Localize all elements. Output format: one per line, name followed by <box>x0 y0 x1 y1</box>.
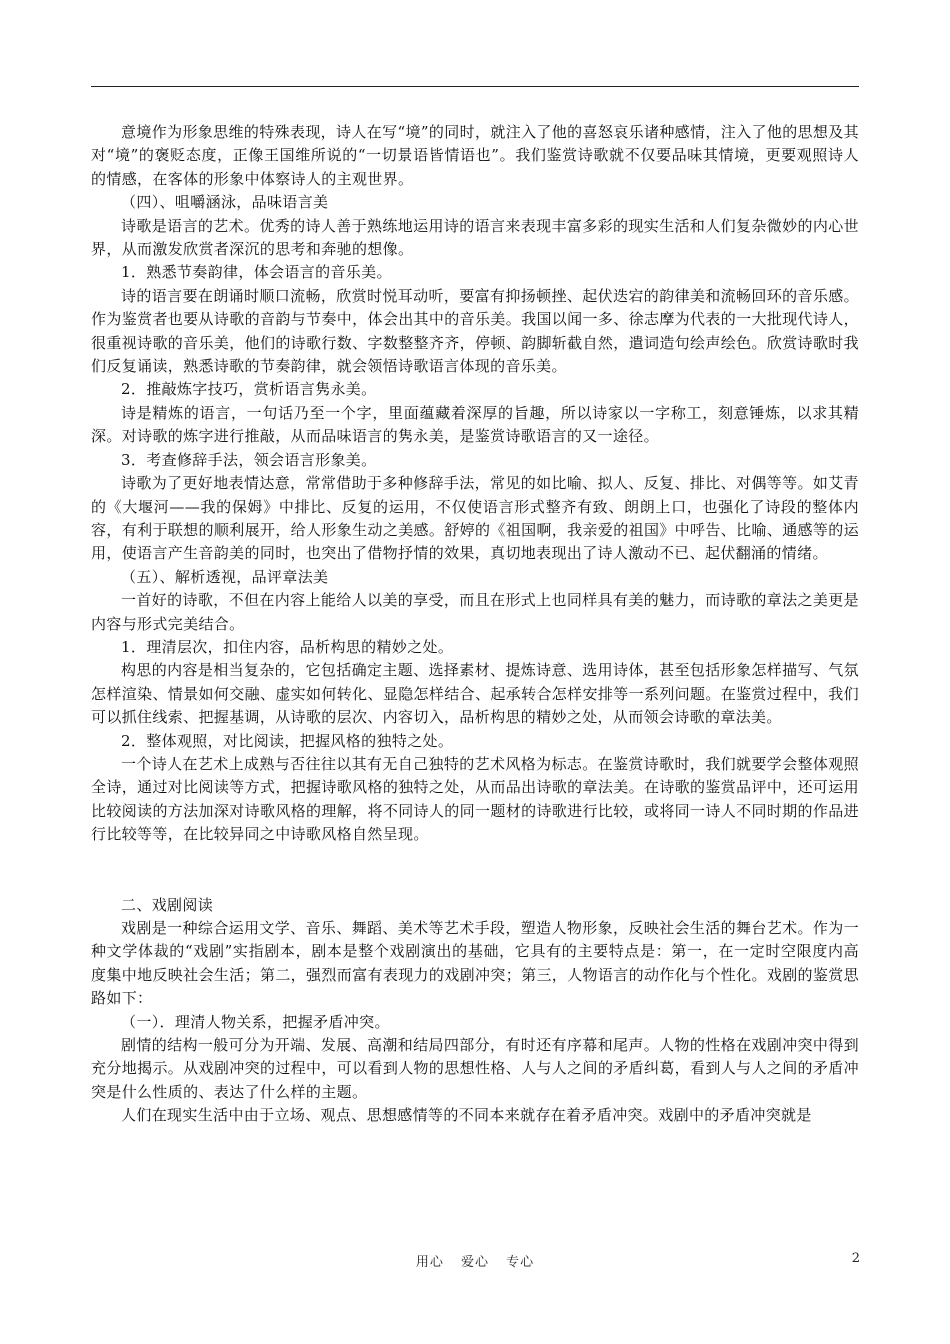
subsection-heading: 1．熟悉节奏韵律，体会语言的音乐美。 <box>121 263 392 282</box>
section-heading: （一）．理清人物关系，把握矛盾冲突。 <box>121 1012 390 1031</box>
blank-line <box>91 847 859 894</box>
footer-word: 爱心 <box>460 1255 489 1270</box>
section-heading: （四）、咀嚼涵泳，品味语言美 <box>121 193 329 212</box>
subsection-heading: 3．考查修辞手法，领会语言形象美。 <box>121 450 377 469</box>
header-rule <box>91 86 859 87</box>
document-body <box>91 121 859 1128</box>
paragraph: 人们在现实生活中由于立场、观点、思想感情等的不同本来就存在着矛盾冲突。戏剧中的矛盾冲突就是 <box>121 1106 812 1125</box>
paragraph: 诗是精炼的语言，一句话乃至一个字，里面蕴藏着深厚的旨趣，所以诗家以一字称工，刻意锤炼，以求其精深。对诗歌的炼字进行推敲，从而品味语言的隽永美，是鉴赏诗歌语言的又一途径。 <box>91 403 859 446</box>
page-number: 2 <box>851 1251 860 1266</box>
footer-word: 专心 <box>506 1255 535 1270</box>
paragraph: 构思的内容是相当复杂的，它包括确定主题、选择素材、提炼诗意、选用诗体，甚至包括形象怎样描写、气氛怎样渲染、情景如何交融、虚实如何转化、显隐怎样结合、起承转合怎样安排等一系列问题。在鉴赏过程中，我们可以抓住线索、把握基调，从诗歌的层次、内容切入，品析构思的精妙之处，从而领会诗歌的章法美。 <box>91 661 859 727</box>
section-heading: （五）、解析透视，品评章法美 <box>121 567 329 586</box>
paragraph: 剧情的结构一般可分为开端、发展、高潮和结局四部分，有时还有序幕和尾声。人物的性格在戏剧冲突中得到充分地揭示。从戏剧冲突的过程中，可以看到人物的思想性格、人与人之间的矛盾纠葛，看到人与人之间的矛盾冲突是什么性质的、表达了什么样的主题。 <box>91 1036 859 1101</box>
paragraph: 一个诗人在艺术上成熟与否往往以其有无自己独特的艺术风格为标志。在鉴赏诗歌时，我们就要学会整体观照全诗，通过对比阅读等方式，把握诗歌风格的独特之处，从而品出诗歌的章法美。在诗歌的鉴赏品评中，还可运用比较阅读的方法加深对诗歌风格的理解，将不同诗人的同一题材的诗歌进行比较，或将同一诗人不同时期的作品进行比较等等，在比较异同之中诗歌风格自然呈现。 <box>91 754 859 844</box>
paragraph: 意境作为形象思维的特殊表现，诗人在写“境”的同时，就注入了他的喜怒哀乐诸种感情，注入了他的思想及其对“境”的褒贬态度，正像王国维所说的“一切景语皆情语也”。我们鉴赏诗歌就不仅要品味其情境，更要观照诗人的情感，在客体的形象中体察诗人的主观世界。 <box>91 123 859 188</box>
subsection-heading: 2．推敲炼字技巧，赏析语言隽永美。 <box>121 380 377 399</box>
footer-word: 用心 <box>415 1255 444 1270</box>
paragraph: 一首好的诗歌，不但在内容上能给人以美的享受，而且在形式上也同样具有美的魅力，而诗歌的章法之美更是内容与形式完美结合。 <box>91 591 859 633</box>
paragraph: 诗的语言要在朗诵时顺口流畅，欣赏时悦耳动听，要富有抑扬顿挫、起伏迭宕的韵律美和流畅回环的音乐感。作为鉴赏者也要从诗歌的音韵与节奏中，体会出其中的音乐美。我国以闻一多、徐志摩为代表的一大批现代诗人，很重视诗歌的音乐美，他们的诗歌行数、字数整整齐齐，停顿、韵脚斩截自然，遣词造句绘声绘色。欣赏诗歌时我们反复诵读，熟悉诗歌的节奏韵律，就会领悟诗歌语言体现的音乐美。 <box>91 286 859 376</box>
subsection-heading: 1．理清层次，扣住内容，品析构思的精妙之处。 <box>121 637 454 656</box>
paragraph: 诗歌是语言的艺术。优秀的诗人善于熟练地运用诗的语言来表现丰富多彩的现实生活和人们复杂微妙的内心世界，从而激发欣赏者深沉的思考和奔驰的想像。 <box>91 216 859 259</box>
paragraph: 诗歌为了更好地表情达意，常常借助于多种修辞手法，常见的如比喻、拟人、反复、排比、对偶等等。如艾青的《大堰河——我的保姆》中排比、反复的运用，不仅使语言形式整齐有致、朗朗上口，也强化了诗段的整体内容，有利于联想的顺利展开，给人形象生动之美感。舒婷的《祖国啊，我亲爱的祖国》中呼告、比喻、通感等的运用，使语言产生音韵美的同时，也突出了借物抒情的效果，真切地表现出了诗人激动不已、起伏翻涌的情绪。 <box>91 474 859 563</box>
chapter-heading: 二、戏剧阅读 <box>121 895 214 914</box>
subsection-heading: 2．整体观照，对比阅读，把握风格的独特之处。 <box>121 731 454 750</box>
footer-motto <box>0 1251 950 1270</box>
paragraph: 戏剧是一种综合运用文学、音乐、舞蹈、美术等艺术手段，塑造人物形象，反映社会生活的舞台艺术。作为一种文学体裁的“戏剧”实指剧本，剧本是整个戏剧演出的基础，它具有的主要特点是：第一，在一定时空限度内高度集中地反映社会生活；第二，强烈而富有表现力的戏剧冲突；第三，人物语言的动作化与个性化。戏剧的鉴赏思路如下： <box>91 919 859 1008</box>
